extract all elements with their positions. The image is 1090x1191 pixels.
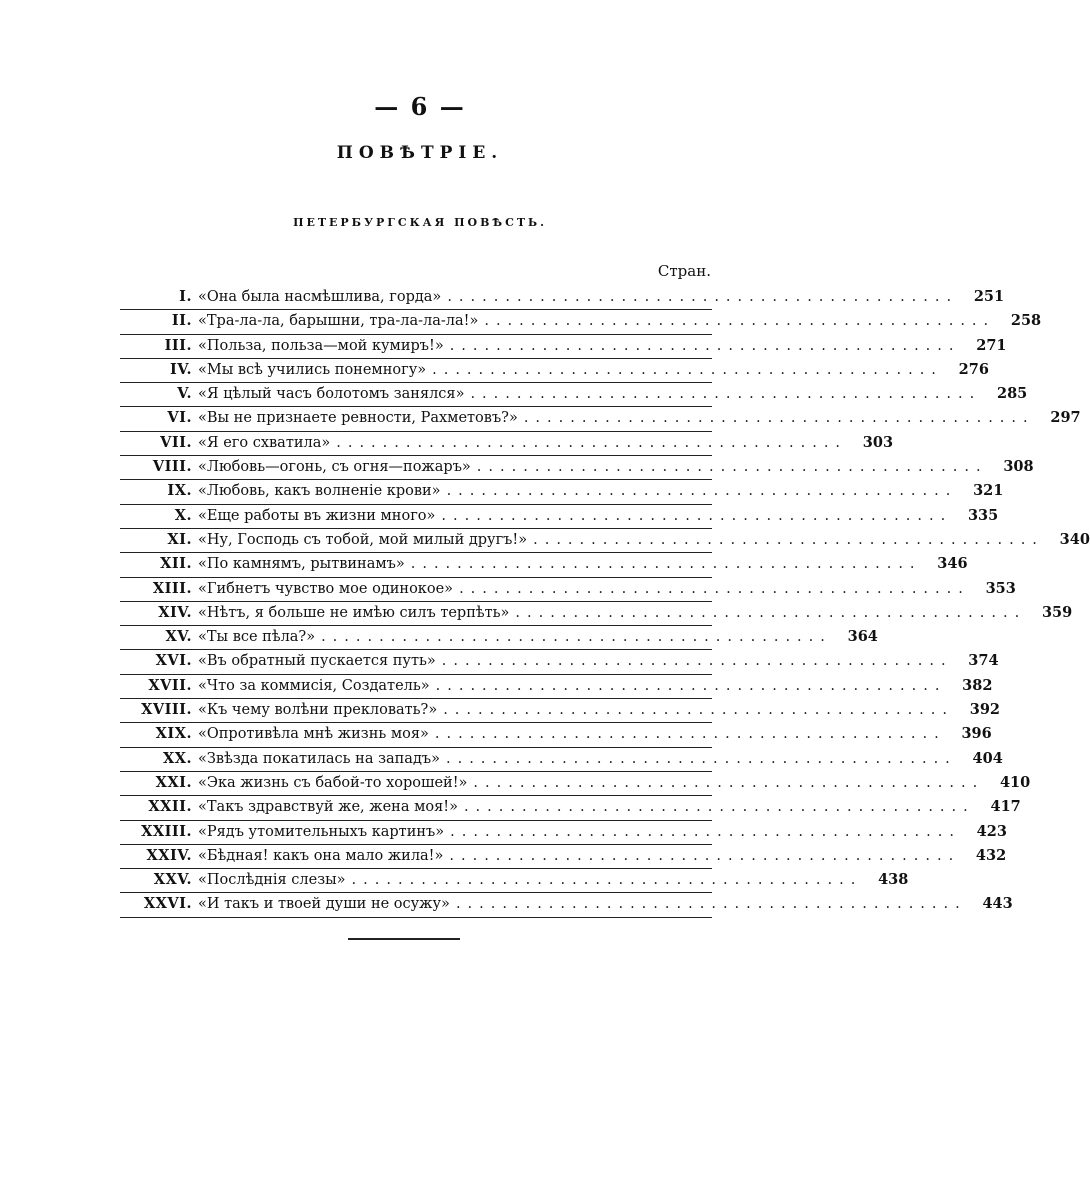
chapter-page: 443: [982, 895, 1013, 913]
chapter-number: II.: [171, 312, 192, 330]
chapter-title: «Ты все пѣла?»: [198, 629, 316, 646]
chapter-page: 335: [967, 506, 999, 524]
chapter-page: 423: [976, 822, 1007, 840]
toc-row: [120, 602, 1073, 626]
dot-leader: ............................................: [455, 896, 967, 913]
dot-leader: ............................................: [434, 726, 946, 743]
chapter-number: VI.: [167, 409, 192, 427]
toc-row: [120, 796, 1021, 820]
chapter-page: 340: [1059, 530, 1090, 548]
toc-row: [120, 821, 1007, 845]
dot-leader: ............................................: [432, 361, 943, 378]
chapter-number: XXII.: [148, 798, 192, 816]
toc-row: [120, 456, 1034, 480]
chapter-title: «Вы не признаете ревности, Рахметовъ?»: [198, 410, 518, 427]
chapter-title: «Польза, польза—мой кумиръ!»: [198, 337, 444, 354]
toc-row: [120, 505, 999, 529]
chapter-title: «И такъ и твоей души не осужу»: [198, 896, 450, 913]
chapter-title: «Такъ здравствуй же, жена моя!»: [198, 799, 458, 816]
dot-leader: ............................................: [449, 847, 961, 864]
dot-leader: ............................................: [447, 289, 959, 305]
toc-row: [120, 407, 1081, 431]
chapter-number: XV.: [165, 628, 192, 646]
chapter-title: «Любовь—огонь, съ огня—пожаръ»: [198, 459, 471, 476]
dot-leader: ............................................: [484, 313, 996, 330]
chapter-number: XVI.: [155, 652, 192, 670]
toc-row: [120, 310, 1042, 334]
page-number: — 6 —: [374, 92, 466, 121]
chapter-page: 276: [958, 360, 989, 378]
chapter-title: «Къ чему волѣни прекловать?»: [198, 702, 438, 719]
chapter-title: «Нѣтъ, я больше не имѣю силъ терпѣть»: [198, 604, 510, 621]
page-column-header: Стран.: [657, 262, 711, 280]
chapter-title: «Тра-ла-ла, барышни, тра-ла-ла-ла!»: [198, 313, 479, 330]
chapter-page: 271: [976, 336, 1007, 354]
chapter-page: 417: [990, 798, 1021, 816]
toc-row: [120, 286, 1005, 310]
chapter-title: «Еще работы въ жизни много»: [198, 507, 436, 524]
chapter-title: «Эка жизнь съ бабой-то хорошей!»: [198, 774, 468, 791]
chapter-title: «Что за коммисія, Создатель»: [198, 677, 430, 694]
chapter-number: XIX.: [155, 725, 192, 743]
dot-leader: ............................................: [443, 702, 955, 719]
toc-row: [120, 675, 993, 699]
toc-row: [120, 383, 1028, 407]
chapter-title: «Любовь, какъ волненіе крови»: [198, 483, 441, 500]
dot-leader: ............................................: [473, 774, 985, 791]
chapter-title: «Я его схватила»: [198, 434, 331, 451]
table-of-contents: [120, 286, 1090, 918]
page-title: ПОВѢТРІЕ.: [336, 143, 504, 163]
toc-row: [120, 359, 989, 383]
chapter-title: «Звѣзда покатилась на западъ»: [198, 750, 440, 767]
dot-leader: ............................................: [515, 604, 1027, 621]
dot-leader: ............................................: [533, 531, 1044, 548]
toc-row: [120, 335, 1007, 359]
dot-leader: ............................................: [441, 507, 953, 524]
chapter-number: XIII.: [152, 579, 192, 597]
chapter-page: 382: [962, 676, 993, 694]
chapter-page: 308: [1003, 458, 1034, 476]
toc-row: [120, 772, 1031, 796]
dot-leader: ............................................: [446, 483, 958, 500]
chapter-title: «Она была насмѣшлива, горда»: [198, 289, 442, 305]
chapter-page: 303: [862, 433, 894, 451]
chapter-title: «Я цѣлый часъ болотомъ занялся»: [198, 386, 465, 403]
chapter-page: 392: [969, 701, 1001, 719]
toc-row: [120, 480, 1004, 504]
toc-row: [120, 893, 1013, 917]
toc-row: [120, 869, 909, 893]
chapter-number: IX.: [167, 482, 192, 500]
dot-leader: ............................................: [351, 872, 863, 889]
chapter-number: XVII.: [148, 676, 192, 694]
toc-row: [120, 578, 1016, 602]
toc-row: [120, 650, 999, 674]
chapter-number: III.: [164, 336, 192, 354]
closing-rule: [348, 938, 460, 940]
chapter-number: XI.: [167, 530, 192, 548]
dot-leader: ............................................: [450, 823, 961, 840]
chapter-page: 321: [973, 482, 1004, 500]
chapter-number: VII.: [160, 433, 192, 451]
chapter-number: V.: [177, 385, 192, 403]
chapter-page: 438: [878, 871, 909, 889]
chapter-title: «Гибнетъ чувство мое одинокое»: [198, 580, 454, 597]
chapter-number: XXV.: [153, 871, 192, 889]
dot-leader: ............................................: [435, 677, 947, 694]
chapter-number: XVIII.: [141, 701, 192, 719]
toc-row: [120, 748, 1003, 772]
chapter-page: 364: [847, 628, 878, 646]
toc-row: [120, 626, 878, 650]
chapter-number: IV.: [169, 360, 192, 378]
chapter-page: 374: [968, 652, 999, 670]
toc-row: [120, 845, 1007, 869]
toc-row: [120, 529, 1090, 553]
chapter-title: «Бѣдная! какъ она мало жила!»: [198, 847, 444, 864]
chapter-number: I.: [179, 288, 192, 305]
dot-leader: ............................................: [470, 386, 982, 403]
dot-leader: ............................................: [523, 410, 1035, 427]
chapter-number: XX.: [162, 749, 192, 767]
chapter-title: «Ну, Господь съ тобой, мой милый другъ!»: [198, 531, 528, 548]
dot-leader: ............................................: [449, 337, 961, 354]
chapter-page: 359: [1041, 603, 1073, 621]
chapter-title: «Рядъ утомительныхъ картинъ»: [198, 823, 445, 840]
chapter-number: XXIII.: [141, 822, 192, 840]
toc-row: [120, 432, 894, 456]
toc-row: [120, 699, 1001, 723]
chapter-page: 346: [937, 555, 968, 573]
chapter-page: 432: [975, 846, 1007, 864]
toc-row: [120, 723, 992, 747]
dot-leader: ............................................: [463, 799, 975, 816]
chapter-number: XXVI.: [143, 895, 192, 913]
chapter-page: 353: [985, 579, 1016, 597]
chapter-page: 258: [1010, 312, 1042, 330]
chapter-page: 396: [961, 725, 992, 743]
page-subtitle: ПЕТЕРБУРГСКАЯ ПОВѢСТЬ.: [293, 216, 547, 229]
dot-leader: ............................................: [445, 750, 957, 767]
dot-leader: ............................................: [459, 580, 970, 597]
toc-row: [120, 553, 968, 577]
chapter-title: «Мы всѣ учились понемногу»: [198, 361, 427, 378]
chapter-page: 410: [999, 773, 1031, 791]
chapter-title: «Въ обратный пускается путь»: [198, 653, 436, 670]
chapter-number: XII.: [160, 555, 192, 573]
chapter-number: XIV.: [158, 603, 192, 621]
dot-leader: ............................................: [410, 556, 922, 573]
chapter-page: 251: [973, 288, 1005, 305]
chapter-number: XXI.: [155, 773, 192, 791]
chapter-title: «Опротивѣла мнѣ жизнь моя»: [198, 726, 429, 743]
dot-leader: ............................................: [476, 459, 988, 476]
dot-leader: ............................................: [441, 653, 953, 670]
chapter-page: 404: [972, 749, 1003, 767]
dot-leader: ............................................: [336, 434, 848, 451]
chapter-page: 285: [996, 385, 1028, 403]
chapter-title: «Послѣднія слезы»: [198, 872, 346, 889]
dot-leader: ............................................: [321, 629, 832, 646]
chapter-page: 297: [1050, 409, 1081, 427]
chapter-title: «По камнямъ, рытвинамъ»: [198, 556, 405, 573]
chapter-number: XXIV.: [146, 846, 192, 864]
chapter-number: VIII.: [152, 458, 192, 476]
chapter-number: X.: [174, 506, 192, 524]
